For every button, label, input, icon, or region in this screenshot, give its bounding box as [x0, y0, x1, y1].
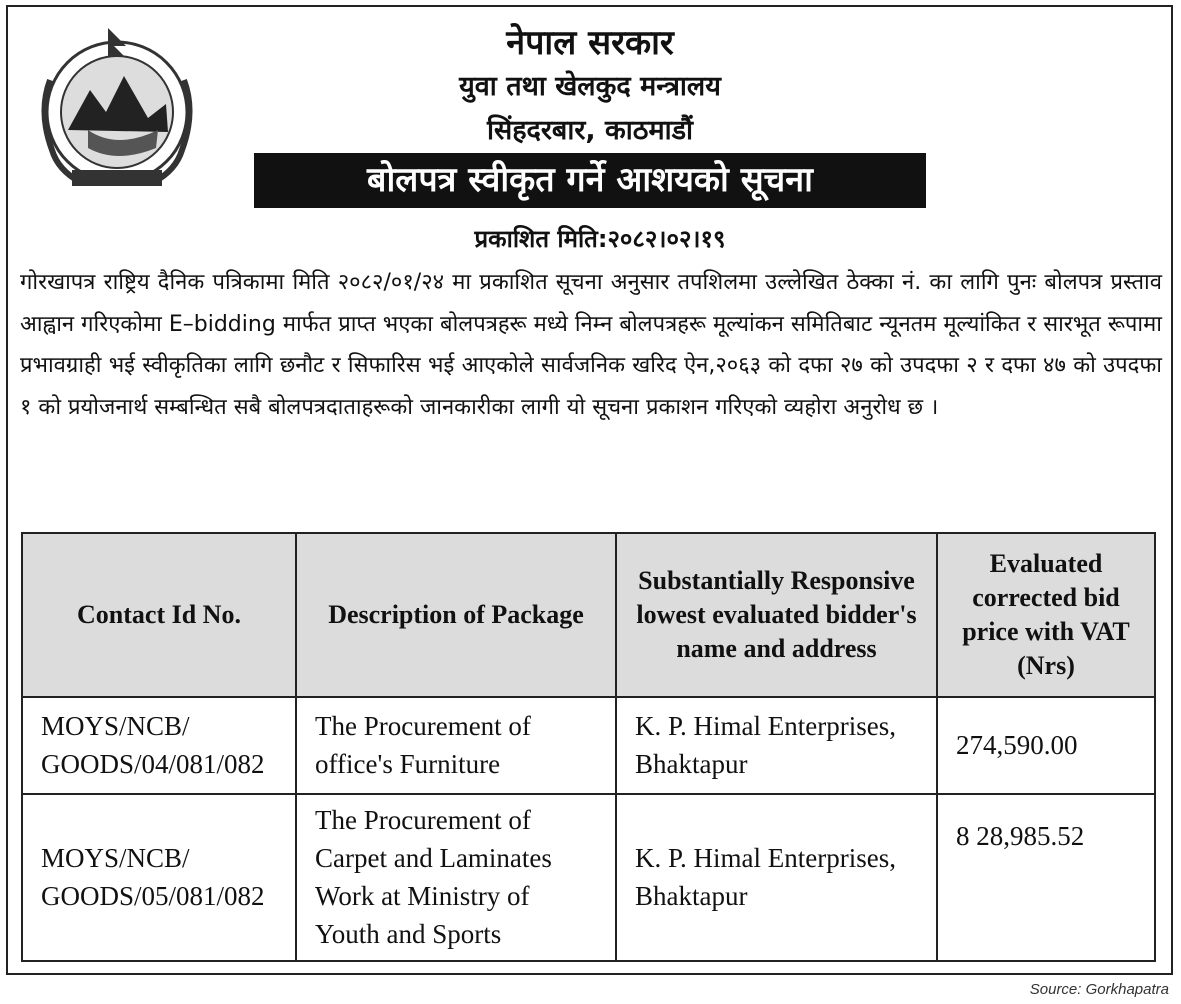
table-row	[22, 697, 1155, 794]
source-credit: Source: Gorkhapatra	[1029, 981, 1169, 998]
header-government: नेपाल सरकार	[506, 23, 674, 63]
notice-title: बोलपत्र स्वीकृत गर्ने आशयको सूचना	[254, 153, 926, 208]
header-address: सिंहदरबार, काठमाडौं	[486, 115, 694, 146]
cell-bidder: K. P. Himal Enterprises, Bhaktapur	[616, 697, 937, 794]
cell-bidder: K. P. Himal Enterprises, Bhaktapur	[616, 794, 937, 961]
header-price: Evaluated corrected bid price with VAT (Nrs)	[937, 533, 1155, 697]
nepal-emblem-icon	[28, 20, 206, 198]
cell-contact-id: MOYS/NCB/ GOODS/05/081/082	[22, 794, 296, 961]
header-contact-id: Contact Id No.	[22, 533, 296, 697]
cell-description: The Procurement of office's Furniture	[296, 697, 616, 794]
table-row	[22, 794, 1155, 961]
cell-price: 274,590.00	[937, 697, 1155, 794]
publish-date: प्रकाशित मिति:२०८२।०२।१९	[474, 225, 726, 253]
header-bidder: Substantially Responsive lowest evaluated bidder's name and address	[616, 533, 937, 697]
notice-body: गोरखापत्र राष्ट्रिय दैनिक पत्रिकामा मिति २०८२/०१/२४ मा प्रकाशित सूचना अनुसार तपशिलमा उल्लेखित ठेक्का नं. का लागि पुनः बोलपत्र प्रस्ताव आह्वान गरिएकोमा E–bidding मार्फत प्राप्त भएका बोलपत्रहरू मध्ये निम्न बोलपत्रहरू मूल्यांकन समितिबाट न्यूनतम मूल्यांकित र सारभूत रूपामा प्रभावग्राही भई स्वीकृतिका लागि छनौट र सिफारिस भई आएकोले सार्वजनिक खरिद ऐन,२०६३ को दफा २७ को उपदफा २ र दफा ४७ को उपदफा १ को प्रयोजनार्थ सम्बन्धित सबै बोलपत्रदाताहरूको जानकारीका लागी यो सूचना प्रकाशन गरिएको व्यहोरा अनुरोध छ ।	[20, 270, 1162, 420]
header-ministry: युवा तथा खेलकुद मन्त्रालय	[459, 71, 721, 102]
cell-description: The Procurement of Carpet and Laminates Work at Ministry of Youth and Sports	[296, 794, 616, 961]
cell-contact-id: MOYS/NCB/ GOODS/04/081/082	[22, 697, 296, 794]
cell-price: 8 28,985.52	[937, 794, 1155, 961]
bids-table	[21, 532, 1156, 962]
header-description: Description of Package	[296, 533, 616, 697]
